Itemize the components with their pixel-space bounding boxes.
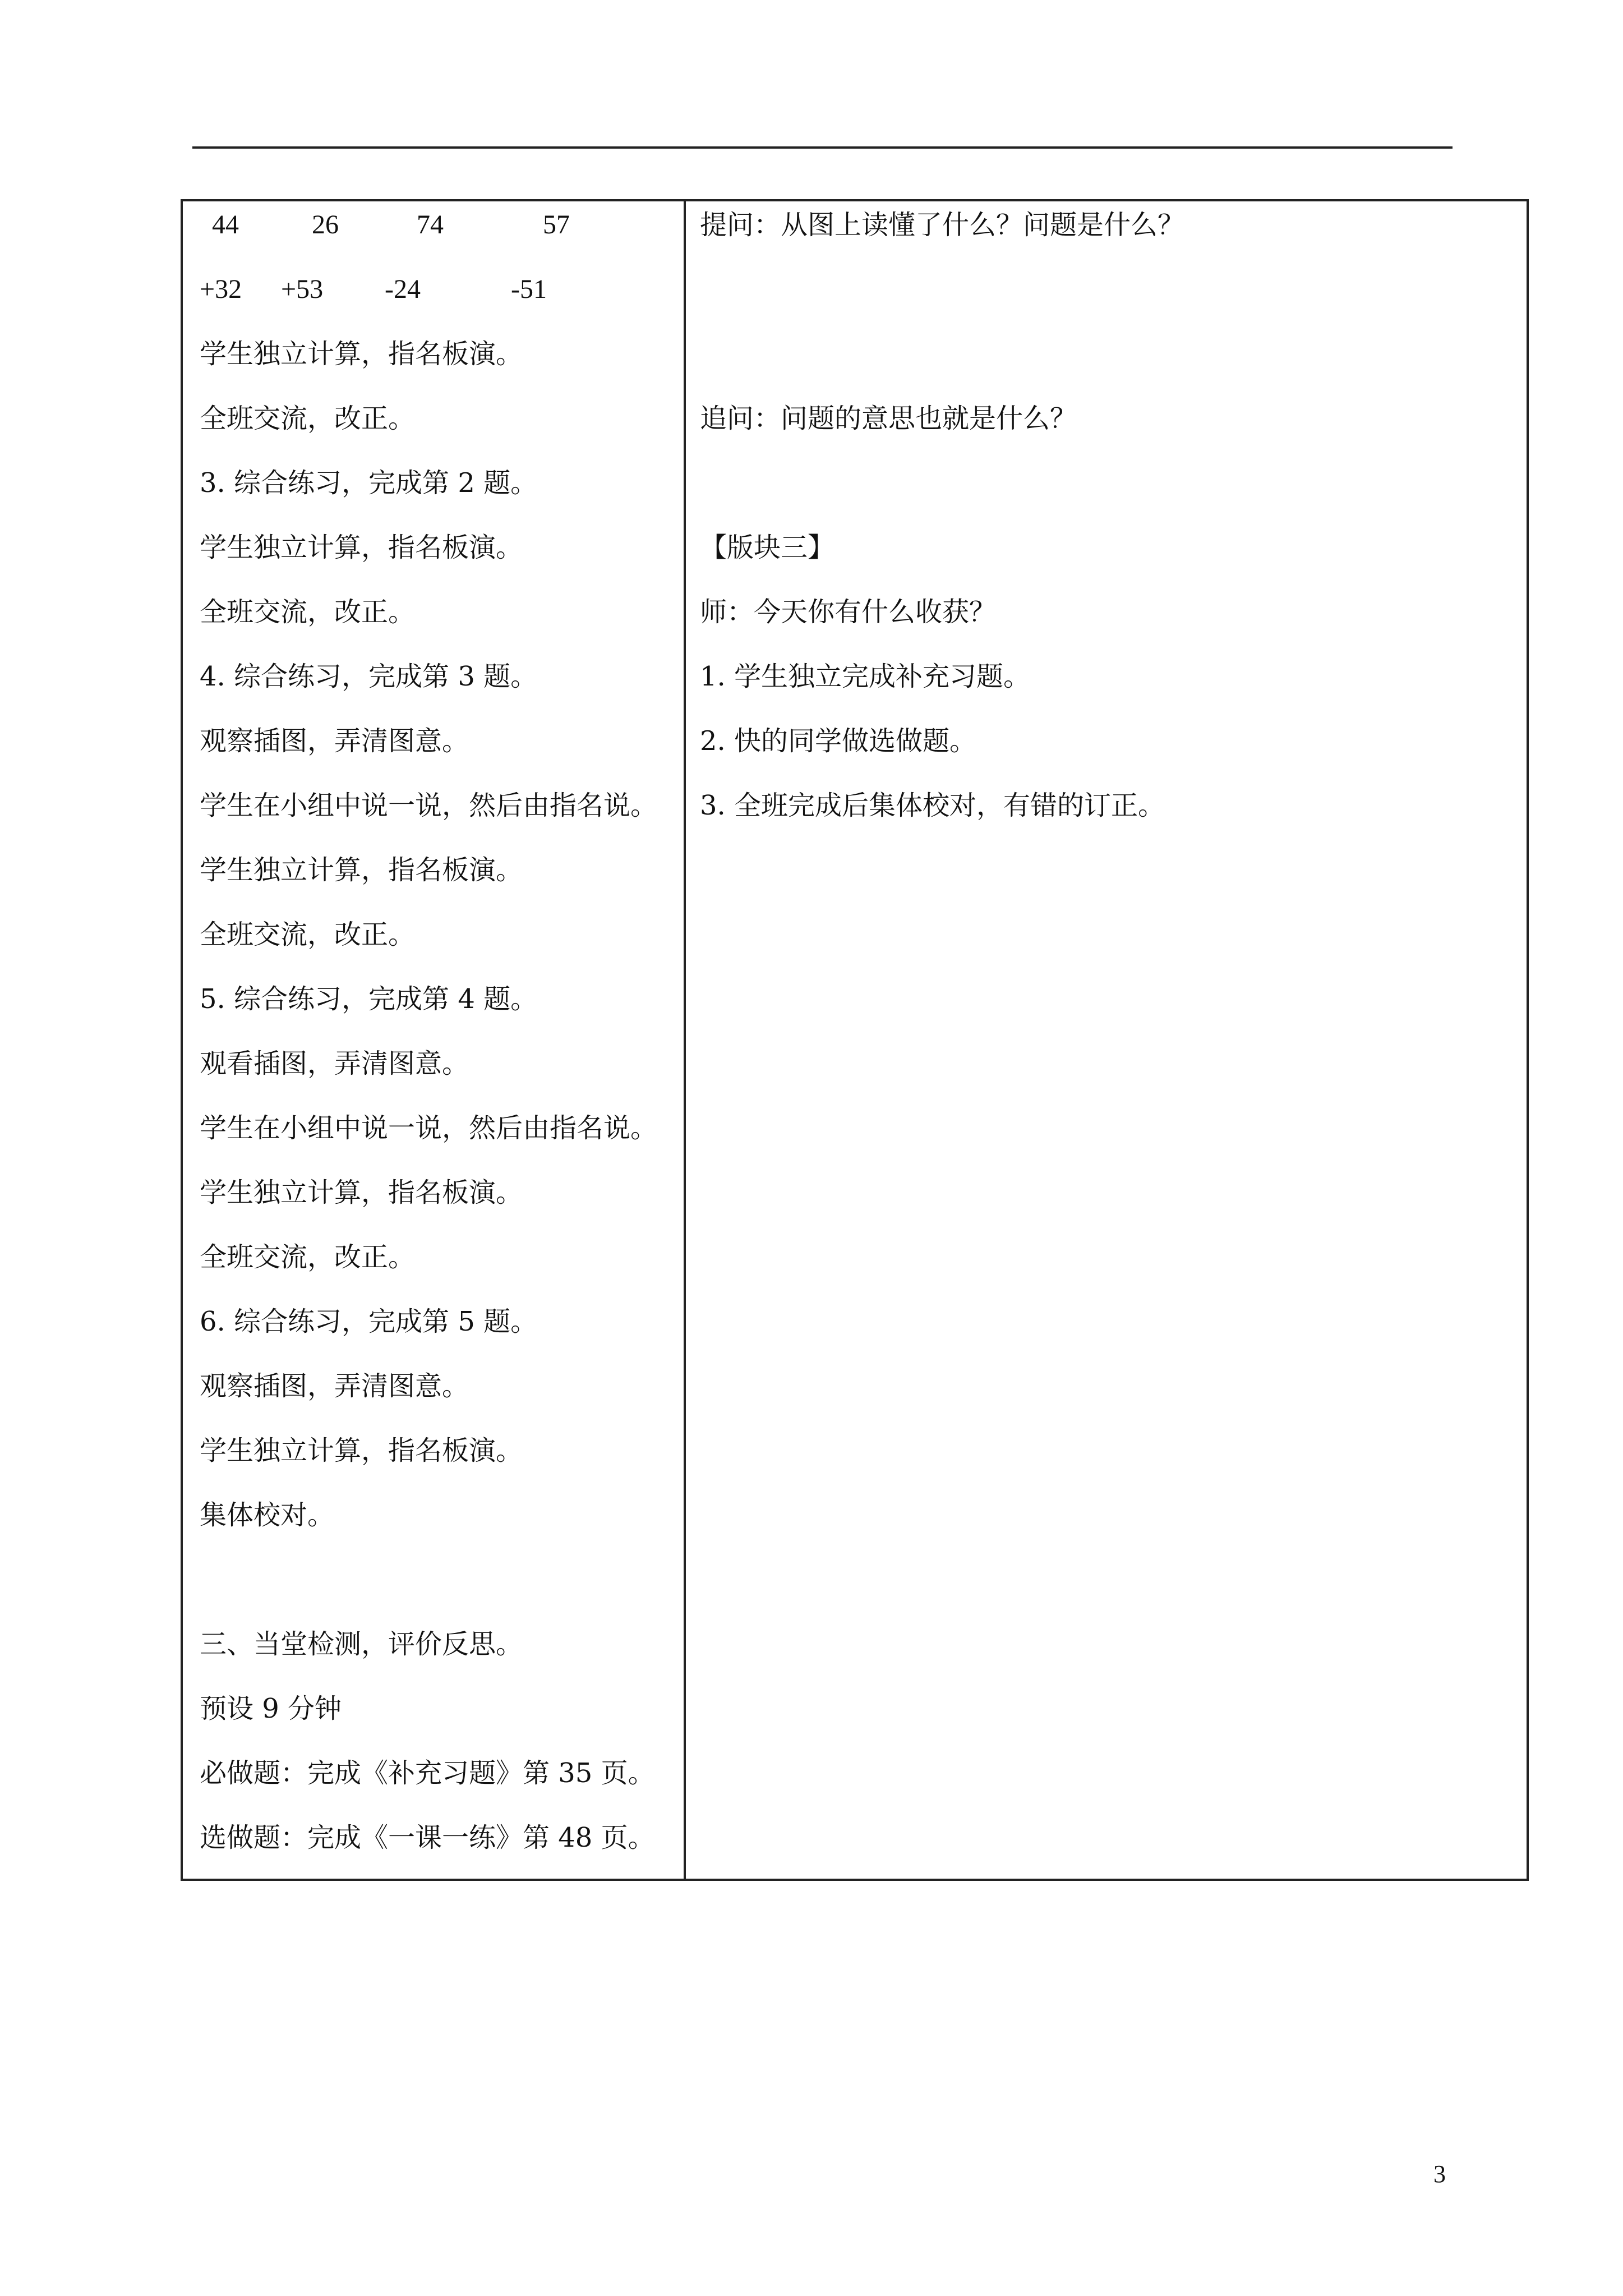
left-line: 3. 综合练习，完成第 2 题。 (200, 467, 538, 499)
right-line: 1. 学生独立完成补充习题。 (700, 661, 1031, 692)
left-line: 学生独立计算，指名板演。 (200, 1177, 523, 1208)
header-rule (192, 146, 1453, 149)
left-line: 全班交流，改正。 (200, 596, 416, 628)
calc-bottom-4: -51 (511, 274, 547, 304)
calc-top-3: 74 (417, 210, 444, 240)
calc-bottom-2: +53 (281, 274, 324, 304)
right-line: 2. 快的同学做选做题。 (700, 725, 977, 757)
right-line: 提问：从图上读懂了什么？问题是什么？ (700, 209, 1185, 241)
left-line: 预设 9 分钟 (200, 1693, 342, 1724)
left-line: 观察插图，弄清图意。 (200, 725, 469, 757)
section-label: 【版块三】 (700, 532, 835, 563)
column-divider (684, 201, 686, 1879)
left-line: 学生在小组中说一说，然后由指名说。 (200, 1112, 658, 1144)
page-number: 3 (1433, 2160, 1446, 2188)
left-line: 学生独立计算，指名板演。 (200, 1435, 523, 1466)
calc-top-4: 57 (543, 210, 570, 240)
calc-bottom-3: -24 (385, 274, 421, 304)
right-line: 师：今天你有什么收获？ (700, 596, 997, 628)
left-line: 学生独立计算，指名板演。 (200, 532, 523, 563)
section-heading: 三、当堂检测，评价反思。 (200, 1628, 523, 1660)
right-line: 3. 全班完成后集体校对，有错的订正。 (700, 790, 1165, 821)
left-line: 选做题：完成《一课一练》第 48 页。 (200, 1822, 655, 1853)
right-line: 追问：问题的意思也就是什么？ (700, 403, 1077, 434)
left-line: 观看插图，弄清图意。 (200, 1048, 469, 1079)
left-line: 全班交流，改正。 (200, 919, 416, 950)
left-line: 学生在小组中说一说，然后由指名说。 (200, 790, 658, 821)
left-line: 全班交流，改正。 (200, 1241, 416, 1273)
calc-top-2: 26 (312, 210, 339, 240)
lesson-plan-table (181, 199, 1529, 1881)
left-line: 学生独立计算，指名板演。 (200, 854, 523, 886)
left-line: 5. 综合练习，完成第 4 题。 (200, 983, 538, 1015)
left-line: 4. 综合练习，完成第 3 题。 (200, 661, 538, 692)
left-line: 6. 综合练习，完成第 5 题。 (200, 1306, 538, 1337)
left-line: 全班交流，改正。 (200, 403, 416, 434)
calc-top-1: 44 (212, 210, 239, 240)
left-line: 必做题：完成《补充习题》第 35 页。 (200, 1757, 655, 1789)
calc-bottom-1: +32 (200, 274, 242, 304)
left-line: 学生独立计算，指名板演。 (200, 338, 523, 370)
left-line: 集体校对。 (200, 1499, 335, 1531)
left-line: 观察插图，弄清图意。 (200, 1370, 469, 1402)
